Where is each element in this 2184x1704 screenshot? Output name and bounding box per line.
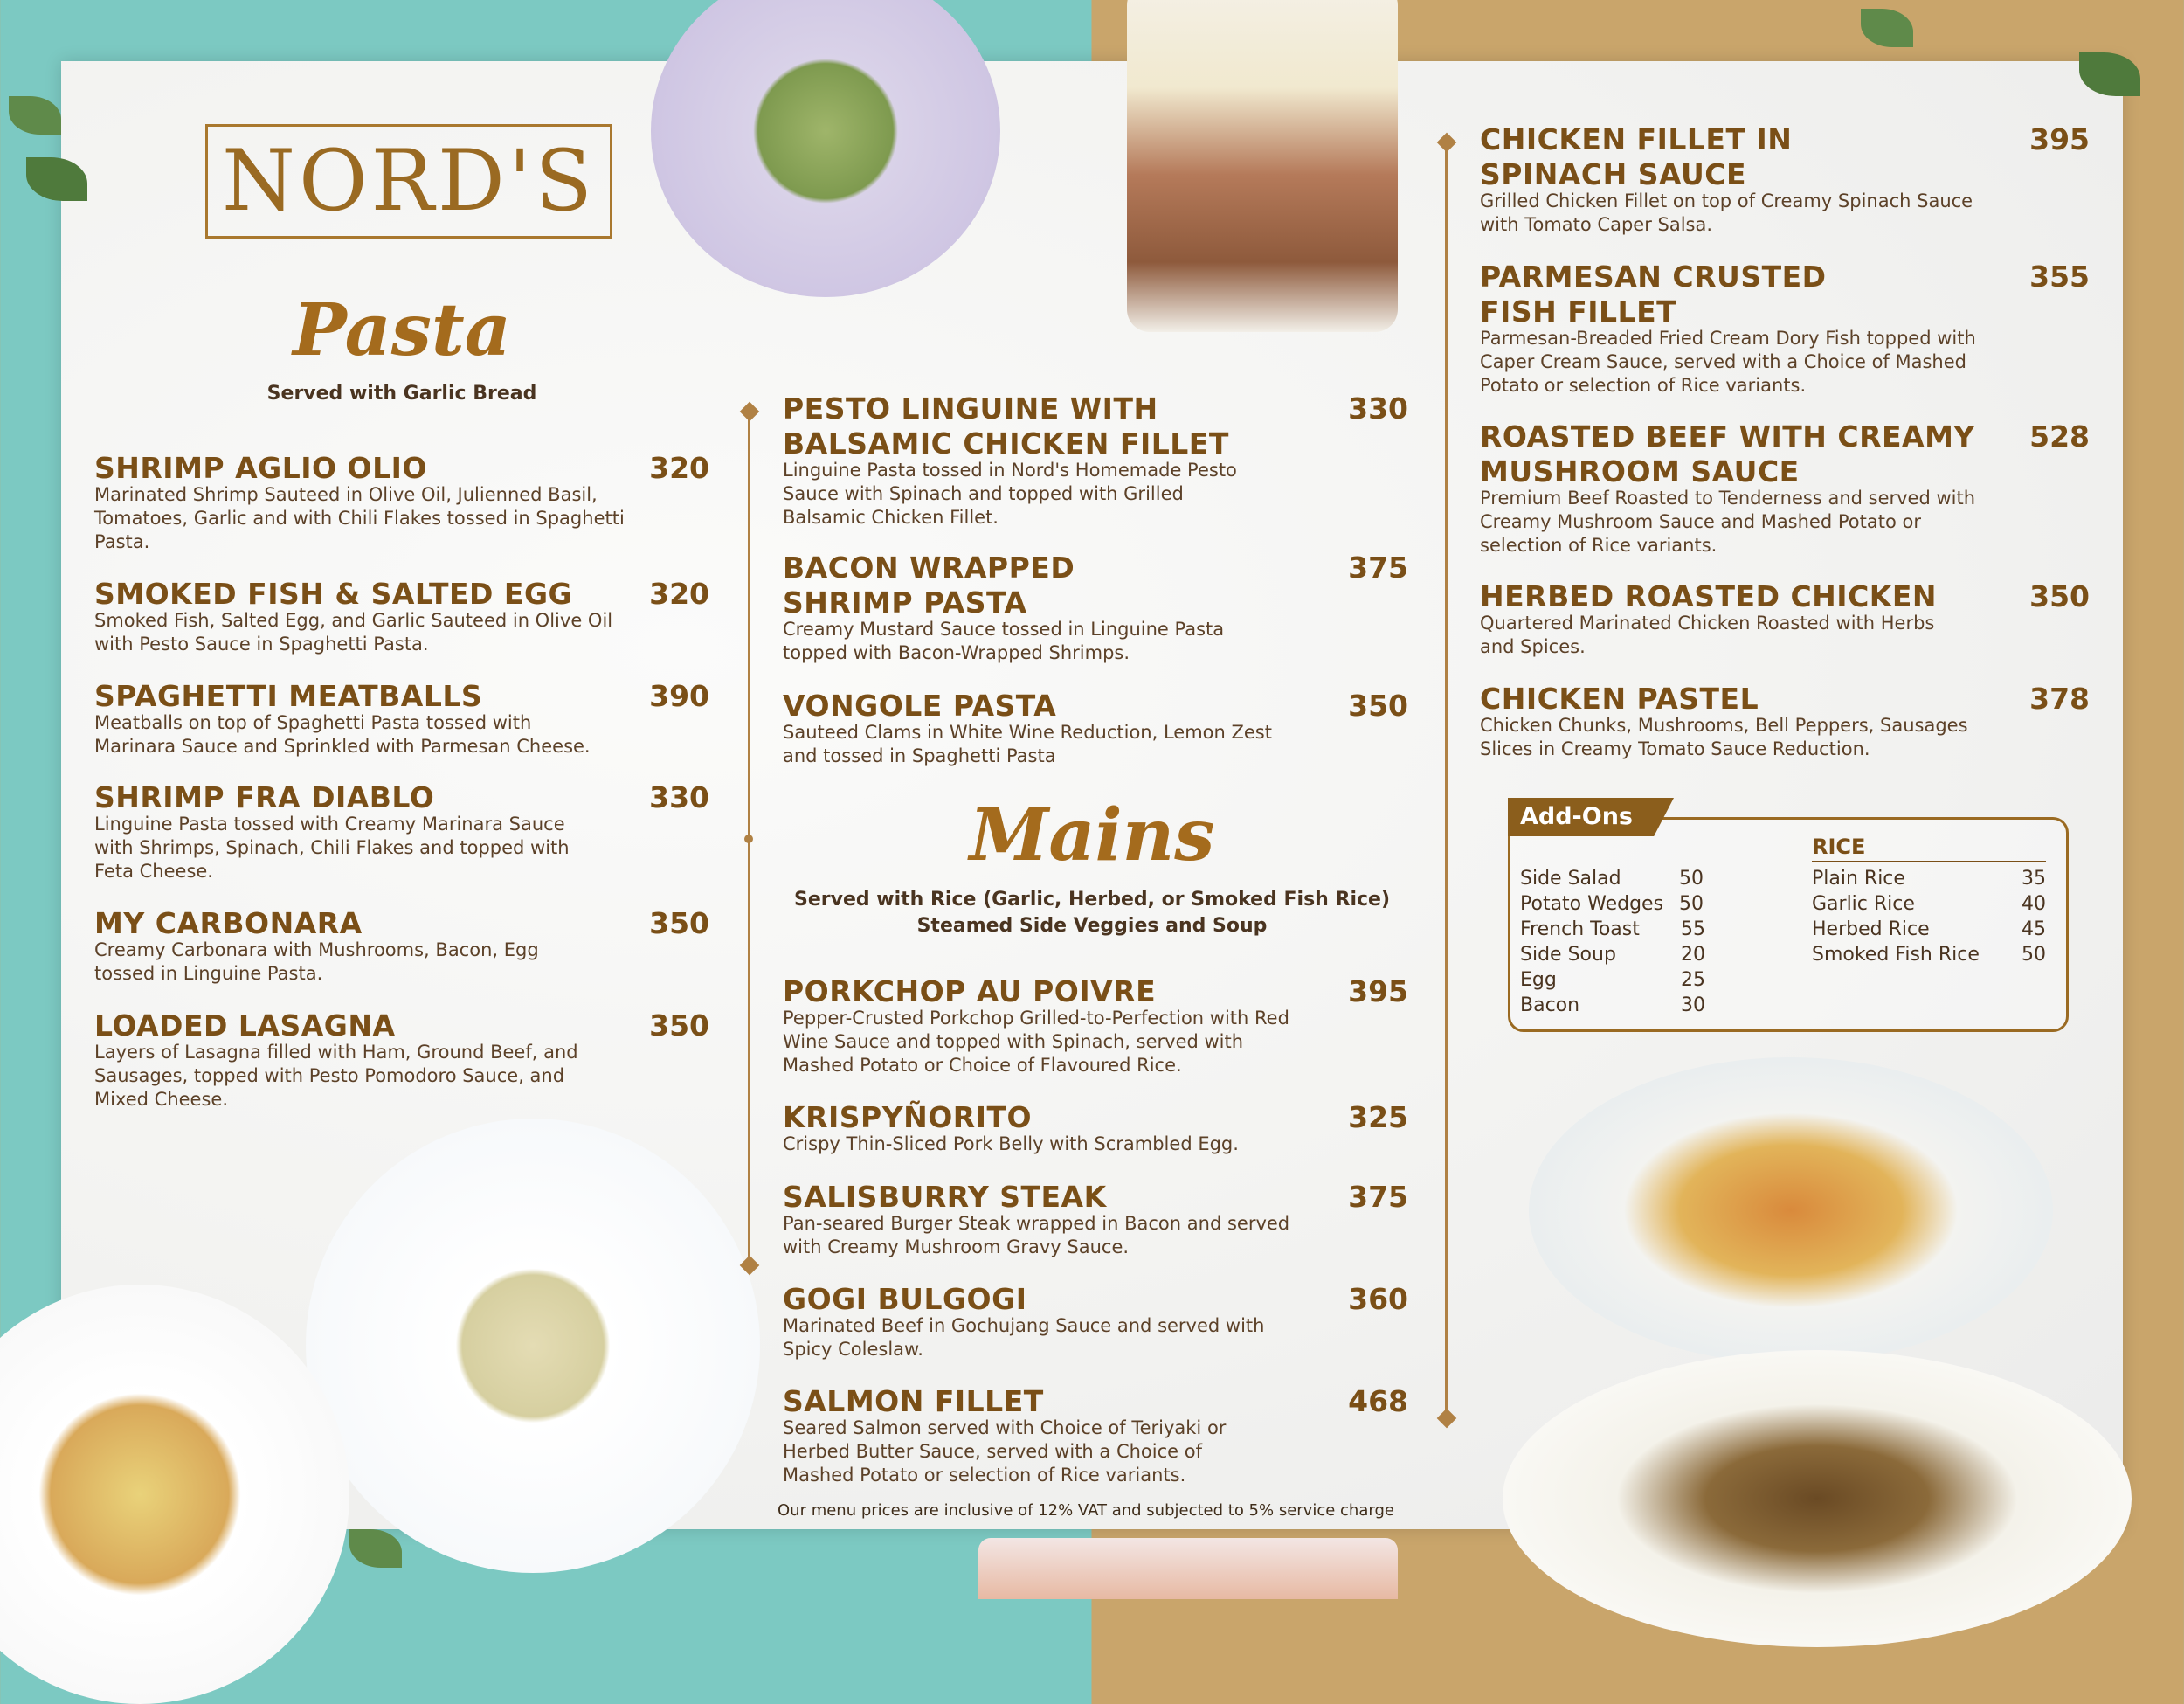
mains-subtitle-line: Steamed Side Veggies and Soup [916, 915, 1268, 937]
nords-logo [205, 124, 612, 239]
divider-line [1445, 142, 1448, 1417]
menu-item-name [783, 391, 1324, 461]
menu-item-description: Premium Beef Roasted to Tenderness and served with Creamy Mushroom Sauce and Mashed Potato or selection of Rice variants. [1480, 488, 1976, 556]
menu-item-name: GOGI BULGOGI [783, 1282, 1027, 1316]
menu-item-description: Creamy Mustard Sauce tossed in Linguine Pasta topped with Bacon-Wrapped Shrimps. [783, 619, 1225, 663]
menu-item-price: 395 [2029, 122, 2090, 156]
rice-title: RICE [1812, 835, 1866, 859]
shrimp-pasta-plate-image [306, 1119, 760, 1573]
item-name-line: PESTO LINGUINE WITH [783, 391, 1158, 426]
mains-subtitle [769, 887, 1415, 939]
menu-item-name [783, 551, 1324, 620]
menu-item-description: Parmesan-Breaded Fried Cream Dory Fish topped with Caper Cream Sauce, served with a Choice of Mashed Potato or selection of Rice variants. [1480, 328, 1976, 396]
menu-item-price: 468 [1348, 1384, 1408, 1418]
menu-item-name: MY CARBONARA [94, 906, 363, 940]
leaf-decoration [9, 96, 61, 135]
menu-item-price: 350 [2029, 579, 2090, 613]
item-name-line: ROASTED BEEF WITH CREAMY [1480, 419, 1975, 454]
menu-item-price: 528 [2029, 419, 2090, 454]
menu-item-price: 350 [1348, 689, 1408, 723]
menu-item-description: Seared Salmon served with Choice of Teriyaki or Herbed Butter Sauce, served with a Choice of Mashed Potato or selection of Rice variants. [783, 1417, 1227, 1486]
footnote: Our menu prices are inclusive of 12% VAT and subjected to 5% service charge [778, 1501, 1394, 1520]
addon-name: Potato Wedges [1520, 893, 1664, 915]
menu-item-price: 378 [2029, 682, 2090, 716]
item-name-line: PARMESAN CRUSTED [1480, 260, 1827, 294]
rice-name: Plain Rice [1812, 868, 1905, 890]
addon-name: Egg [1520, 969, 1557, 991]
menu-item-name: SHRIMP FRA DIABLO [94, 780, 435, 814]
item-name-line: SPINACH SAUCE [1480, 157, 1747, 191]
menu-item-price: 350 [649, 1008, 709, 1042]
menu-item-price: 390 [649, 679, 709, 713]
rice-name: Garlic Rice [1812, 893, 1915, 915]
menu-item-name [1480, 260, 2022, 329]
menu-item-name: LOADED LASAGNA [94, 1008, 396, 1042]
menu-item-description: Smoked Fish, Salted Egg, and Garlic Sauteed in Olive Oil with Pesto Sauce in Spaghetti Pasta. [94, 610, 613, 655]
menu-item-description: Pan-seared Burger Steak wrapped in Bacon and served with Creamy Mushroom Gravy Sauce. [783, 1213, 1290, 1257]
menu-item-price: 320 [649, 451, 709, 485]
mains-subtitle-line: Served with Rice (Garlic, Herbed, or Smoked Fish Rice) [793, 889, 1390, 911]
rice-price: 40 [2022, 893, 2046, 915]
menu-item-price: 360 [1348, 1282, 1408, 1316]
leaf-decoration [349, 1529, 402, 1568]
menu-item-price: 320 [649, 577, 709, 611]
rice-title-underline [1812, 861, 2046, 862]
item-name-line: BACON WRAPPED [783, 551, 1075, 585]
item-name-line: FISH FILLET [1480, 294, 1677, 329]
addon-price: 55 [1681, 918, 1705, 940]
addon-price: 25 [1681, 969, 1705, 991]
menu-item-name: SALISBURRY STEAK [783, 1180, 1107, 1214]
menu-item-price: 330 [1348, 391, 1408, 426]
menu-item-description: Sauteed Clams in White Wine Reduction, Lemon Zest and tossed in Spaghetti Pasta [783, 722, 1272, 766]
addons-title: Add-Ons [1520, 803, 1634, 830]
addon-price: 50 [1679, 893, 1704, 915]
menu-item-description: Marinated Shrimp Sauteed in Olive Oil, Julienned Basil, Tomatoes, Garlic and with Chili Flakes tossed in Spaghetti Pasta. [94, 484, 625, 552]
menu-item-description: Chicken Chunks, Mushrooms, Bell Peppers, Sausages Slices in Creamy Tomato Sauce Reduction. [1480, 715, 1968, 759]
menu-item-name: HERBED ROASTED CHICKEN [1480, 579, 1938, 613]
bottom-dish-image [978, 1538, 1398, 1599]
menu-item-name: VONGOLE PASTA [783, 689, 1057, 723]
pork-belly-tray-image [1127, 0, 1398, 332]
menu-item-name [1480, 122, 2022, 192]
addon-name: Side Salad [1520, 868, 1621, 890]
addon-price: 50 [1679, 868, 1704, 890]
menu-item-price: 355 [2029, 260, 2090, 294]
menu-item-description: Linguine Pasta tossed with Creamy Marinara Sauce with Shrimps, Spinach, Chili Flakes and topped with Feta Cheese. [94, 814, 570, 882]
menu-item-price: 330 [649, 780, 709, 814]
divider-dot [744, 835, 753, 843]
menu-item-description: Layers of Lasagna filled with Ham, Ground Beef, and Sausages, topped with Pesto Pomodoro Sauce, and Mixed Cheese. [94, 1042, 578, 1110]
addon-name: French Toast [1520, 918, 1640, 940]
pasta-subtitle: Served with Garlic Bread [266, 383, 537, 405]
addon-price: 30 [1681, 994, 1705, 1016]
menu-item-price: 325 [1348, 1100, 1408, 1134]
rice-name: Herbed Rice [1812, 918, 1930, 940]
item-name-line: SHRIMP PASTA [783, 585, 1027, 620]
addon-price: 20 [1681, 944, 1705, 966]
menu-item-name [1480, 419, 2022, 489]
addon-name: Side Soup [1520, 944, 1616, 966]
rice-price: 45 [2022, 918, 2046, 940]
item-name-line: BALSAMIC CHICKEN FILLET [783, 426, 1229, 461]
item-name-line: MUSHROOM SAUCE [1480, 454, 1800, 488]
menu-item-description: Meatballs on top of Spaghetti Pasta tossed with Marinara Sauce and Sprinkled with Parmesan Cheese. [94, 712, 591, 757]
menu-item-name: PORKCHOP AU POIVRE [783, 974, 1157, 1008]
logo-text: NORD'S [221, 132, 597, 230]
roasted-chicken-plate-image [1503, 1350, 2132, 1647]
leaf-decoration [1861, 9, 1913, 47]
rice-price: 35 [2022, 868, 2046, 890]
pasta-title: Pasta [293, 288, 511, 372]
rice-name: Smoked Fish Rice [1812, 944, 1980, 966]
menu-item-description: Crispy Thin-Sliced Pork Belly with Scrambled Egg. [783, 1133, 1239, 1154]
addon-name: Bacon [1520, 994, 1580, 1016]
menu-item-description: Pepper-Crusted Porkchop Grilled-to-Perfection with Red Wine Sauce and topped with Spinach, served with Mashed Potato or Choice of Flavoured Rice. [783, 1008, 1289, 1076]
menu-item-description: Creamy Carbonara with Mushrooms, Bacon, Egg tossed in Linguine Pasta. [94, 939, 539, 984]
menu-item-price: 350 [649, 906, 709, 940]
menu-item-price: 395 [1348, 974, 1408, 1008]
menu-item-name: SHRIMP AGLIO OLIO [94, 451, 427, 485]
menu-item-name: SPAGHETTI MEATBALLS [94, 679, 483, 713]
menu-item-name: SMOKED FISH & SALTED EGG [94, 577, 573, 611]
menu-item-price: 375 [1348, 1180, 1408, 1214]
item-name-line: CHICKEN FILLET IN [1480, 122, 1793, 156]
menu-item-description: Grilled Chicken Fillet on top of Creamy Spinach Sauce with Tomato Caper Salsa. [1480, 190, 1973, 235]
menu-item-name: KRISPYÑORITO [783, 1100, 1033, 1134]
menu-item-description: Marinated Beef in Gochujang Sauce and served with Spicy Coleslaw. [783, 1315, 1265, 1360]
menu-item-price: 375 [1348, 551, 1408, 585]
chicken-pastel-bowl-image [1529, 1057, 2053, 1363]
menu-item-name: CHICKEN PASTEL [1480, 682, 1759, 716]
mains-title: Mains [969, 793, 1215, 877]
menu-item-description: Linguine Pasta tossed in Nord's Homemade Pesto Sauce with Spinach and topped with Grilled Balsamic Chicken Fillet. [783, 460, 1237, 528]
menu-item-description: Quartered Marinated Chicken Roasted with Herbs and Spices. [1480, 613, 1935, 657]
menu-item-name: SALMON FILLET [783, 1384, 1044, 1418]
rice-price: 50 [2022, 944, 2046, 966]
